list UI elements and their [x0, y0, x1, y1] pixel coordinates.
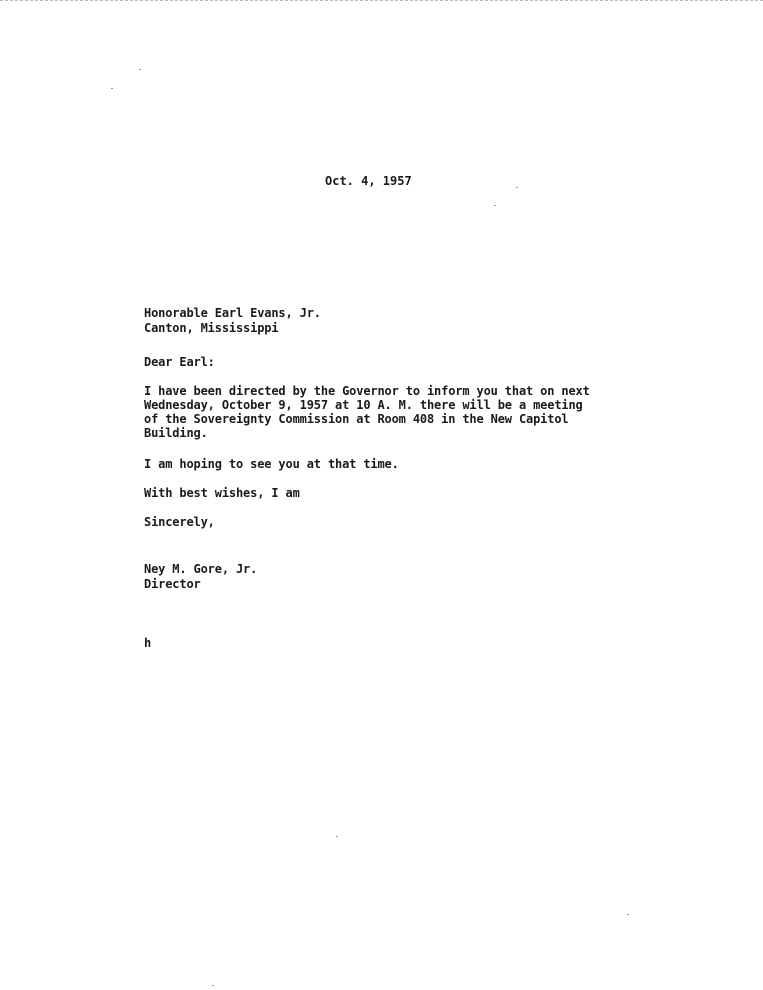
signer-name: Ney M. Gore, Jr.: [144, 562, 258, 576]
body-line: Building.: [144, 426, 208, 440]
recipient-name: Honorable Earl Evans, Jr.: [144, 306, 321, 320]
typist-initial: h: [144, 636, 152, 650]
letter-date: Oct. 4, 1957: [325, 174, 412, 188]
body-line: I have been directed by the Governor to inform you that on next: [144, 384, 590, 398]
paper-speck: [494, 205, 496, 206]
wishes-line: With best wishes, I am: [144, 486, 300, 500]
paper-speck: [516, 187, 518, 188]
closing: Sincerely,: [144, 515, 215, 529]
page-top-border: [0, 0, 763, 1]
paper-speck: [212, 985, 214, 986]
hope-line: I am hoping to see you at that time.: [144, 457, 399, 471]
paper-speck: [627, 914, 629, 915]
paper-speck: [336, 836, 338, 837]
recipient-location: Canton, Mississippi: [144, 321, 279, 335]
paper-speck: [111, 88, 113, 89]
body-line: of the Sovereignty Commission at Room 408 in the New Capitol: [144, 412, 569, 426]
paper-speck: [139, 69, 141, 70]
signer-title: Director: [144, 577, 201, 591]
body-line: Wednesday, October 9, 1957 at 10 A. M. there will be a meeting: [144, 398, 583, 412]
salutation: Dear Earl:: [144, 355, 215, 369]
